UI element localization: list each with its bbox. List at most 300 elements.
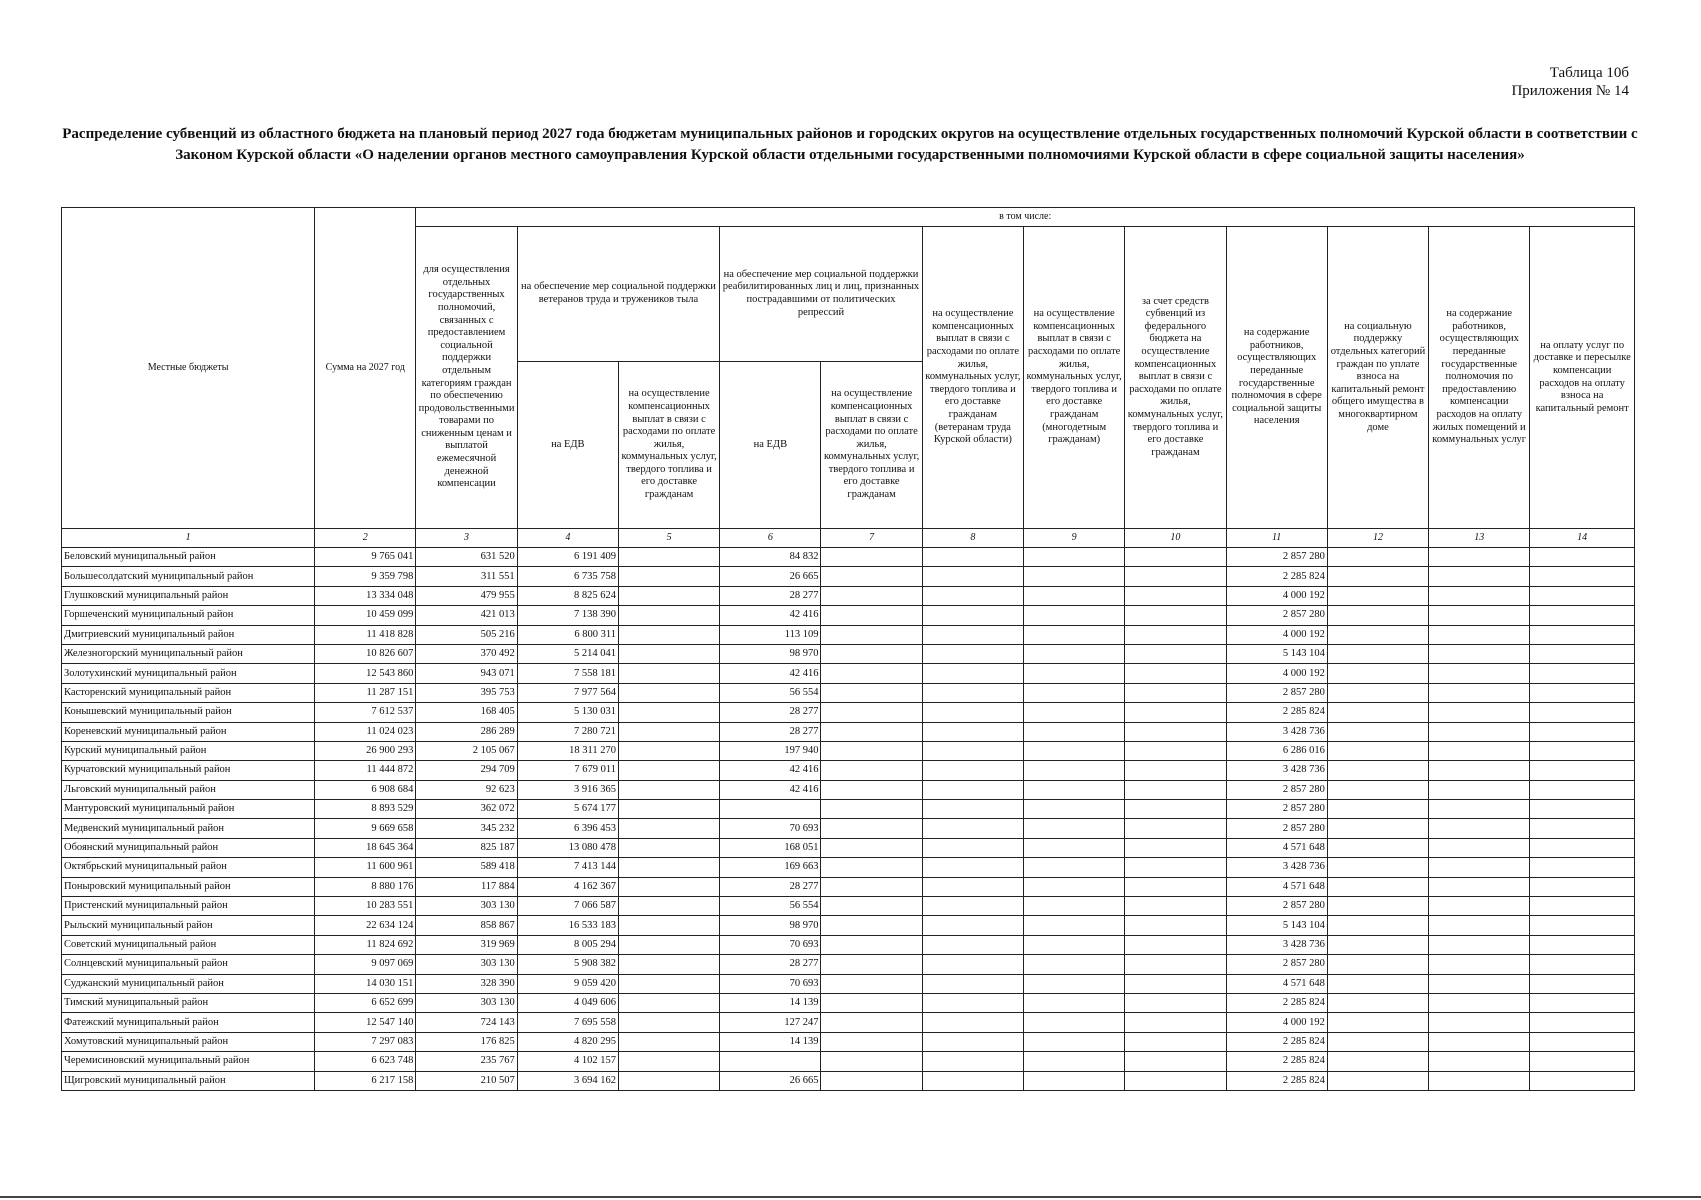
row-cell-c2: 10 826 607 [315,644,416,663]
row-cell-c8 [922,548,1023,567]
table-row [62,993,1635,1012]
row-cell-c13 [1429,780,1530,799]
header-col-3: для осуществления отдельных государственных полномочий, связанных с предоставлением социальной поддержки отдельным категориям граждан по обеспечению продовольственными товарами по сниженным ценам и выплатой ежемесячной денежной компенсации [416,227,517,529]
row-cell-c5 [618,703,719,722]
row-cell-c13 [1429,1052,1530,1071]
row-cell-c2: 6 623 748 [315,1052,416,1071]
header-col-10: за счет средств субвенций из федерального бюджета на осуществление компенсационных выплат в связи с расходами по оплате жилья, коммунальных услуг, твердого топлива и его доставке гражданам [1125,227,1226,529]
row-cell-c5 [618,1071,719,1090]
row-cell-c3: 117 884 [416,877,517,896]
row-budget-name: Суджанский муниципальный район [62,974,315,993]
row-cell-c11: 2 285 824 [1226,567,1327,586]
row-cell-c14 [1530,819,1635,838]
col-number: 13 [1429,529,1530,548]
row-cell-c9 [1024,819,1125,838]
col-number: 3 [416,529,517,548]
row-cell-c13 [1429,644,1530,663]
row-cell-c11: 2 857 280 [1226,683,1327,702]
row-cell-c13 [1429,935,1530,954]
table-row [62,1071,1635,1090]
header-sum-2027: Сумма на 2027 год [315,208,416,529]
row-cell-c14 [1530,1013,1635,1032]
row-cell-c2: 8 880 176 [315,877,416,896]
row-cell-c11: 2 857 280 [1226,606,1327,625]
row-cell-c7 [821,567,922,586]
row-cell-c6: 28 277 [720,703,821,722]
row-budget-name: Железногорский муниципальный район [62,644,315,663]
row-cell-c5 [618,974,719,993]
row-cell-c2: 6 908 684 [315,780,416,799]
row-cell-c12 [1327,567,1428,586]
row-cell-c7 [821,838,922,857]
table-row [62,761,1635,780]
row-cell-c12 [1327,664,1428,683]
row-cell-c2: 26 900 293 [315,741,416,760]
header-col-11: на содержание работников, осуществляющих переданные государственные полномочия в сфере социальной защиты населения [1226,227,1327,529]
row-cell-c8 [922,993,1023,1012]
row-cell-c9 [1024,858,1125,877]
row-budget-name: Октябрьский муниципальный район [62,858,315,877]
row-cell-c12 [1327,800,1428,819]
row-cell-c14 [1530,916,1635,935]
row-cell-c6 [720,800,821,819]
row-cell-c11: 3 428 736 [1226,761,1327,780]
row-cell-c7 [821,1052,922,1071]
row-cell-c5 [618,741,719,760]
row-cell-c2: 11 444 872 [315,761,416,780]
row-cell-c8 [922,567,1023,586]
row-cell-c11: 4 571 648 [1226,877,1327,896]
row-cell-c12 [1327,722,1428,741]
row-cell-c5 [618,644,719,663]
row-cell-c11: 6 286 016 [1226,741,1327,760]
row-cell-c7 [821,683,922,702]
row-cell-c14 [1530,993,1635,1012]
row-cell-c5 [618,664,719,683]
row-cell-c13 [1429,1071,1530,1090]
row-cell-c14 [1530,1071,1635,1090]
row-cell-c4: 7 977 564 [517,683,618,702]
header-col-12: на социальную поддержку отдельных категорий граждан по уплате взноса на капитальный ремонт общего имущества в многоквартирном доме [1327,227,1428,529]
row-cell-c9 [1024,741,1125,760]
row-cell-c7 [821,780,922,799]
row-cell-c11: 2 285 824 [1226,703,1327,722]
row-budget-name: Рыльский муниципальный район [62,916,315,935]
row-cell-c11: 2 285 824 [1226,1032,1327,1051]
row-cell-c9 [1024,664,1125,683]
row-cell-c2: 10 283 551 [315,897,416,916]
row-cell-c12 [1327,1032,1428,1051]
row-cell-c12 [1327,877,1428,896]
row-cell-c9 [1024,935,1125,954]
row-cell-c8 [922,1052,1023,1071]
row-cell-c5 [618,567,719,586]
page-bottom-rule [0,1196,1701,1198]
column-number-row [62,529,1635,548]
row-budget-name: Солнцевский муниципальный район [62,955,315,974]
row-cell-c6: 42 416 [720,761,821,780]
row-cell-c6: 28 277 [720,955,821,974]
row-cell-c5 [618,586,719,605]
row-cell-c9 [1024,1052,1125,1071]
table-row [62,548,1635,567]
row-cell-c2: 6 652 699 [315,993,416,1012]
table-row [62,955,1635,974]
row-cell-c4: 18 311 270 [517,741,618,760]
row-budget-name: Льговский муниципальный район [62,780,315,799]
row-cell-c7 [821,586,922,605]
row-cell-c8 [922,955,1023,974]
row-cell-c7 [821,1013,922,1032]
row-cell-c4: 6 800 311 [517,625,618,644]
row-cell-c3: 345 232 [416,819,517,838]
col-number: 12 [1327,529,1428,548]
row-cell-c8 [922,625,1023,644]
row-cell-c13 [1429,606,1530,625]
col-number: 14 [1530,529,1635,548]
row-cell-c12 [1327,858,1428,877]
header-row-including [62,208,1635,227]
row-cell-c4: 6 735 758 [517,567,618,586]
row-cell-c14 [1530,838,1635,857]
row-cell-c5 [618,955,719,974]
row-cell-c11: 4 000 192 [1226,664,1327,683]
row-cell-c12 [1327,955,1428,974]
row-cell-c4: 5 908 382 [517,955,618,974]
row-cell-c7 [821,955,922,974]
row-budget-name: Обоянский муниципальный район [62,838,315,857]
header-col-8: на осуществление компенсационных выплат в связи с расходами по оплате жилья, коммунальных услуг, твердого топлива и его доставке гражданам (ветеранам труда Курской области) [922,227,1023,529]
row-cell-c4: 7 679 011 [517,761,618,780]
row-cell-c3: 421 013 [416,606,517,625]
table-number-label: Таблица 10б [1549,65,1629,81]
row-cell-c13 [1429,800,1530,819]
row-cell-c11: 2 857 280 [1226,897,1327,916]
row-cell-c9 [1024,877,1125,896]
row-cell-c8 [922,819,1023,838]
row-cell-c14 [1530,955,1635,974]
row-cell-c4: 4 820 295 [517,1032,618,1051]
row-cell-c4: 8 005 294 [517,935,618,954]
row-cell-c10 [1125,838,1226,857]
table-row [62,703,1635,722]
row-cell-c2: 9 359 798 [315,567,416,586]
table-row [62,606,1635,625]
row-cell-c14 [1530,858,1635,877]
row-cell-c8 [922,664,1023,683]
row-cell-c2: 8 893 529 [315,800,416,819]
row-cell-c8 [922,1071,1023,1090]
row-cell-c7 [821,664,922,683]
table-body [62,548,1635,1091]
row-cell-c8 [922,683,1023,702]
row-cell-c11: 4 571 648 [1226,974,1327,993]
row-cell-c12 [1327,897,1428,916]
row-cell-c9 [1024,955,1125,974]
row-cell-c13 [1429,993,1530,1012]
row-cell-c9 [1024,683,1125,702]
row-cell-c4: 5 130 031 [517,703,618,722]
row-cell-c5 [618,819,719,838]
row-cell-c14 [1530,703,1635,722]
row-cell-c5 [618,993,719,1012]
row-cell-c11: 2 857 280 [1226,780,1327,799]
row-cell-c13 [1429,877,1530,896]
row-cell-c4: 7 138 390 [517,606,618,625]
row-cell-c6: 42 416 [720,606,821,625]
row-cell-c5 [618,1052,719,1071]
row-cell-c9 [1024,916,1125,935]
row-cell-c7 [821,1071,922,1090]
row-cell-c10 [1125,935,1226,954]
row-cell-c9 [1024,974,1125,993]
row-cell-c2: 13 334 048 [315,586,416,605]
row-budget-name: Фатежский муниципальный район [62,1013,315,1032]
row-cell-c8 [922,606,1023,625]
row-cell-c9 [1024,761,1125,780]
row-cell-c6: 70 693 [720,935,821,954]
row-cell-c3: 210 507 [416,1071,517,1090]
row-cell-c11: 2 857 280 [1226,800,1327,819]
table-row [62,1032,1635,1051]
row-cell-c5 [618,606,719,625]
header-col-13: на содержание работников, осуществляющих переданные государственные полномочия по предоставлению компенсации расходов на оплату жилых помещений и коммунальных услуг [1429,227,1530,529]
row-cell-c11: 2 857 280 [1226,819,1327,838]
header-local-budgets: Местные бюджеты [62,208,315,529]
row-budget-name: Горшеченский муниципальный район [62,606,315,625]
table-row [62,974,1635,993]
row-cell-c8 [922,703,1023,722]
header-col-4: на ЕДВ [517,362,618,529]
header-rehab-group: на обеспечение мер социальной поддержки реабилитированных лиц и лиц, признанных пострадавшими от политических репрессий [720,227,923,362]
row-cell-c10 [1125,955,1226,974]
row-cell-c8 [922,800,1023,819]
row-cell-c10 [1125,1052,1226,1071]
row-budget-name: Мантуровский муниципальный район [62,800,315,819]
row-cell-c4: 7 280 721 [517,722,618,741]
row-cell-c14 [1530,1052,1635,1071]
row-cell-c2: 11 024 023 [315,722,416,741]
row-cell-c14 [1530,741,1635,760]
row-cell-c3: 176 825 [416,1032,517,1051]
row-budget-name: Большесолдатский муниципальный район [62,567,315,586]
row-cell-c12 [1327,993,1428,1012]
header-col-7: на осуществление компенсационных выплат в связи с расходами по оплате жилья, коммунальных услуг, твердого топлива и его доставке гражданам [821,362,922,529]
row-cell-c2: 11 824 692 [315,935,416,954]
header-veterans-group: на обеспечение мер социальной поддержки ветеранов труда и тружеников тыла [517,227,720,362]
row-cell-c14 [1530,567,1635,586]
row-cell-c6: 197 940 [720,741,821,760]
row-cell-c7 [821,877,922,896]
row-cell-c5 [618,897,719,916]
row-cell-c3: 303 130 [416,993,517,1012]
row-cell-c9 [1024,644,1125,663]
row-cell-c4: 6 396 453 [517,819,618,838]
row-cell-c14 [1530,664,1635,683]
table-row [62,625,1635,644]
row-cell-c5 [618,858,719,877]
row-cell-c11: 4 000 192 [1226,586,1327,605]
header-col-5: на осуществление компенсационных выплат в связи с расходами по оплате жилья, коммунальных услуг, твердого топлива и его доставке гражданам [618,362,719,529]
row-cell-c3: 328 390 [416,974,517,993]
row-cell-c6: 14 139 [720,1032,821,1051]
row-cell-c4: 7 558 181 [517,664,618,683]
row-cell-c6: 14 139 [720,993,821,1012]
row-cell-c3: 92 623 [416,780,517,799]
row-cell-c10 [1125,1032,1226,1051]
row-cell-c9 [1024,800,1125,819]
row-cell-c3: 319 969 [416,935,517,954]
row-budget-name: Золотухинский муниципальный район [62,664,315,683]
row-cell-c9 [1024,993,1125,1012]
table-row [62,819,1635,838]
col-number: 7 [821,529,922,548]
row-cell-c2: 10 459 099 [315,606,416,625]
row-cell-c9 [1024,548,1125,567]
row-cell-c13 [1429,548,1530,567]
row-cell-c11: 4 571 648 [1226,838,1327,857]
row-cell-c2: 11 287 151 [315,683,416,702]
table-row [62,838,1635,857]
row-cell-c7 [821,800,922,819]
row-cell-c10 [1125,625,1226,644]
row-cell-c6: 42 416 [720,664,821,683]
row-cell-c13 [1429,761,1530,780]
row-cell-c13 [1429,897,1530,916]
row-cell-c11: 3 428 736 [1226,935,1327,954]
row-cell-c8 [922,741,1023,760]
row-cell-c4: 13 080 478 [517,838,618,857]
row-cell-c12 [1327,974,1428,993]
row-cell-c11: 3 428 736 [1226,722,1327,741]
row-cell-c9 [1024,606,1125,625]
row-cell-c10 [1125,586,1226,605]
row-cell-c7 [821,625,922,644]
row-cell-c5 [618,625,719,644]
row-cell-c7 [821,858,922,877]
row-cell-c5 [618,877,719,896]
row-cell-c14 [1530,683,1635,702]
row-cell-c14 [1530,586,1635,605]
row-cell-c10 [1125,1013,1226,1032]
row-budget-name: Пристенский муниципальный район [62,897,315,916]
document-title: Распределение субвенций из областного бюджета на плановый период 2027 года бюджетам муниципальных районов и городских округов на осуществление отдельных государственных полномочий Курской области в соответствии с Законом Курской области «О наделении органов местного самоуправления Курской области отдельными государственными полномочиями Курской области в сфере социальной защиты населения» [62,126,1638,163]
row-cell-c14 [1530,548,1635,567]
table-row [62,1013,1635,1032]
row-budget-name: Курский муниципальный район [62,741,315,760]
row-cell-c6: 26 665 [720,567,821,586]
row-cell-c12 [1327,935,1428,954]
row-cell-c7 [821,819,922,838]
row-cell-c5 [618,916,719,935]
row-cell-c2: 9 097 069 [315,955,416,974]
row-cell-c4: 8 825 624 [517,586,618,605]
row-cell-c3: 311 551 [416,567,517,586]
row-cell-c4: 4 162 367 [517,877,618,896]
row-cell-c5 [618,780,719,799]
row-cell-c7 [821,741,922,760]
row-cell-c13 [1429,567,1530,586]
row-cell-c12 [1327,1013,1428,1032]
row-cell-c13 [1429,974,1530,993]
row-budget-name: Дмитриевский муниципальный район [62,625,315,644]
row-cell-c10 [1125,858,1226,877]
row-cell-c3: 943 071 [416,664,517,683]
row-cell-c8 [922,1013,1023,1032]
row-cell-c2: 22 634 124 [315,916,416,935]
row-budget-name: Медвенский муниципальный район [62,819,315,838]
row-cell-c2: 9 765 041 [315,548,416,567]
table-row [62,800,1635,819]
row-cell-c3: 505 216 [416,625,517,644]
row-budget-name: Тимский муниципальный район [62,993,315,1012]
row-cell-c13 [1429,955,1530,974]
row-cell-c12 [1327,819,1428,838]
row-cell-c13 [1429,838,1530,857]
row-budget-name: Беловский муниципальный район [62,548,315,567]
col-number: 5 [618,529,719,548]
row-cell-c6: 84 832 [720,548,821,567]
row-cell-c6: 98 970 [720,644,821,663]
row-cell-c11: 2 285 824 [1226,1052,1327,1071]
row-cell-c9 [1024,625,1125,644]
row-cell-c12 [1327,780,1428,799]
row-cell-c11: 5 143 104 [1226,644,1327,663]
row-cell-c12 [1327,741,1428,760]
row-cell-c6: 26 665 [720,1071,821,1090]
col-number: 4 [517,529,618,548]
row-cell-c8 [922,935,1023,954]
table-row [62,780,1635,799]
table-row [62,897,1635,916]
row-cell-c14 [1530,644,1635,663]
table-row [62,1052,1635,1071]
row-cell-c8 [922,877,1023,896]
row-budget-name: Кореневский муниципальный район [62,722,315,741]
row-cell-c3: 294 709 [416,761,517,780]
row-cell-c2: 11 600 961 [315,858,416,877]
row-cell-c13 [1429,683,1530,702]
row-cell-c4: 4 102 157 [517,1052,618,1071]
row-cell-c13 [1429,664,1530,683]
row-cell-c14 [1530,877,1635,896]
row-budget-name: Черемисиновский муниципальный район [62,1052,315,1071]
row-cell-c5 [618,838,719,857]
row-cell-c4: 4 049 606 [517,993,618,1012]
header-col-6: на ЕДВ [720,362,821,529]
row-cell-c12 [1327,625,1428,644]
row-cell-c12 [1327,838,1428,857]
col-number: 2 [315,529,416,548]
row-cell-c10 [1125,683,1226,702]
row-cell-c5 [618,761,719,780]
row-cell-c7 [821,548,922,567]
row-cell-c3: 631 520 [416,548,517,567]
row-cell-c6: 28 277 [720,877,821,896]
row-cell-c8 [922,644,1023,663]
row-budget-name: Хомутовский муниципальный район [62,1032,315,1051]
row-cell-c3: 286 289 [416,722,517,741]
row-cell-c11: 2 857 280 [1226,548,1327,567]
row-cell-c7 [821,897,922,916]
row-cell-c10 [1125,819,1226,838]
row-cell-c10 [1125,974,1226,993]
header-including: в том числе: [416,208,1635,227]
row-cell-c10 [1125,993,1226,1012]
row-cell-c10 [1125,606,1226,625]
row-cell-c10 [1125,567,1226,586]
row-cell-c5 [618,1013,719,1032]
